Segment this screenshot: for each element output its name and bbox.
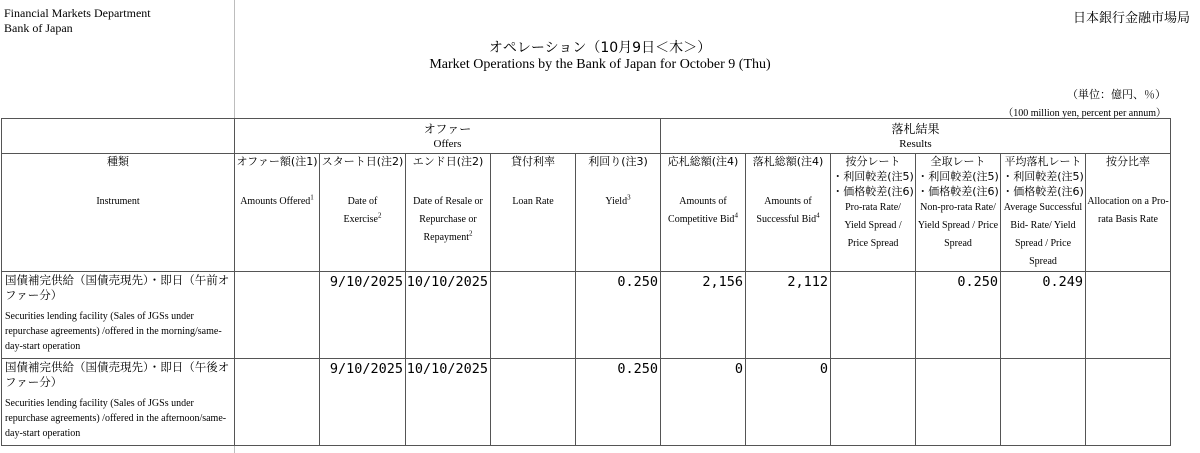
- col-label-en: Date of Resale or Repurchase or Repayment$^2$: [413, 196, 483, 243]
- successful-bid-cell: 0: [746, 359, 831, 446]
- col-header-instrument: [2, 154, 235, 272]
- amount-offered-cell: [235, 359, 320, 446]
- col-label-ja: 貸付利率: [511, 155, 555, 168]
- col-label-en: Amounts of Successful Bid$^4$: [756, 196, 820, 225]
- col-label-en: Amounts Offered$^1$: [240, 193, 314, 207]
- col-label-ja: オファー額(注1): [236, 155, 318, 168]
- end-date-cell: 10/10/2025: [406, 272, 491, 359]
- col-header-average-rate: [1001, 154, 1086, 272]
- col-label-en: Non-pro-rata Rate/ Yield Spread / Price Spread: [917, 202, 999, 249]
- col-label-en: Average Successful Bid- Rate/ Yield Spread / Price Spread: [1003, 202, 1083, 267]
- results-label-ja: 落札結果: [891, 122, 940, 136]
- end-date-cell: 10/10/2025: [406, 359, 491, 446]
- non-pro-rata-rate-cell: 0.250: [916, 272, 1001, 359]
- start-date-cell: 9/10/2025: [320, 272, 406, 359]
- issuer-name: 日本銀行金融市場局: [1072, 11, 1190, 26]
- col-label-ja: 全取レート: [930, 155, 986, 168]
- allocation-cell: [1086, 272, 1171, 359]
- col-header-non-pro-rata-rate: [916, 154, 1001, 272]
- average-rate-cell: 0.249: [1001, 272, 1086, 359]
- col-label-ja-2: ・利回較差(注5): [917, 170, 999, 183]
- department-block: [4, 6, 151, 36]
- col-label-en: Date of Exercise$^2$: [343, 196, 382, 225]
- table-row: [2, 359, 1171, 446]
- yield-cell: 0.250: [576, 359, 661, 446]
- pro-rata-rate-cell: [831, 359, 916, 446]
- col-header-pro-rata-rate: [831, 154, 916, 272]
- start-date-cell: 9/10/2025: [320, 359, 406, 446]
- yield-cell: 0.250: [576, 272, 661, 359]
- results-label-en: Results: [899, 138, 932, 150]
- instrument-name-ja: 国債補完供給（国債売現先）・即日（午後オファー分）: [5, 360, 230, 389]
- amount-offered-cell: [235, 272, 320, 359]
- col-label-ja: 按分レート: [845, 155, 901, 168]
- page-title-ja: オペレーション（10月9日＜木＞）: [488, 40, 712, 56]
- column-header-row: [2, 154, 1171, 272]
- col-label-en: Pro-rata Rate/ Yield Spread / Price Spread: [844, 202, 902, 249]
- col-label-ja-2: ・利回較差(注5): [1002, 170, 1084, 183]
- successful-bid-cell: 2,112: [746, 272, 831, 359]
- col-label-ja: スタート日(注2): [321, 155, 404, 168]
- col-label-ja: 種類: [107, 155, 129, 168]
- operations-table: [1, 118, 1171, 446]
- col-label-en: Loan Rate: [512, 196, 554, 207]
- col-header-loan-rate: [491, 154, 576, 272]
- col-label-ja: 利回り(注3): [588, 155, 648, 168]
- offers-group-header: [235, 119, 661, 154]
- average-rate-cell: [1001, 359, 1086, 446]
- competitive-bid-cell: 0: [661, 359, 746, 446]
- col-label-ja: 応札総額(注4): [667, 155, 739, 168]
- allocation-cell: [1086, 359, 1171, 446]
- offers-label-ja: オファー: [423, 122, 472, 136]
- results-group-header: [661, 119, 1171, 154]
- table-row: [2, 272, 1171, 359]
- unit-note-ja: （単位：億円、％）: [1067, 88, 1166, 101]
- col-label-ja: 落札総額(注4): [752, 155, 824, 168]
- col-label-ja-3: ・価格較差(注6): [1002, 185, 1084, 198]
- col-label-ja: エンド日(注2): [412, 155, 484, 168]
- page-title-en: Market Operations by the Bank of Japan for October 9 (Thu): [429, 57, 771, 72]
- instrument-cell: [2, 359, 235, 446]
- col-header-successful-bid: [746, 154, 831, 272]
- blank-corner: [2, 119, 235, 154]
- instrument-name-en: Securities lending facility (Sales of JGSs under repurchase agreements) /offered in the afternoon/same-day-start operation: [5, 398, 227, 439]
- competitive-bid-cell: 2,156: [661, 272, 746, 359]
- col-header-allocation: [1086, 154, 1171, 272]
- group-header-row: [2, 119, 1171, 154]
- instrument-name-en: Securities lending facility (Sales of JGSs under repurchase agreements) /offered in the morning/same-day-start operation: [5, 311, 222, 352]
- department-name: Financial Markets Department: [4, 6, 151, 20]
- col-label-ja-3: ・価格較差(注6): [917, 185, 999, 198]
- col-label-ja-2: ・利回較差(注5): [832, 170, 914, 183]
- col-label-ja-3: ・価格較差(注6): [832, 185, 914, 198]
- col-header-amounts-offered: [235, 154, 320, 272]
- unit-note-en: （100 million yen, percent per annum）: [1003, 108, 1166, 119]
- bank-name: Bank of Japan: [4, 21, 73, 35]
- col-label-en: Instrument: [96, 196, 140, 207]
- instrument-cell: [2, 272, 235, 359]
- pro-rata-rate-cell: [831, 272, 916, 359]
- col-header-yield: [576, 154, 661, 272]
- instrument-name-ja: 国債補完供給（国債売現先）・即日（午前オファー分）: [5, 273, 230, 302]
- loan-rate-cell: [491, 272, 576, 359]
- col-label-en: Yield$^3$: [605, 193, 631, 207]
- col-label-ja: 平均落札レート: [1004, 155, 1082, 168]
- non-pro-rata-rate-cell: [916, 359, 1001, 446]
- col-header-competitive-bid: [661, 154, 746, 272]
- col-label-en: Allocation on a Pro-rata Basis Rate: [1087, 196, 1169, 225]
- col-label-en: Amounts of Competitive Bid$^4$: [668, 196, 738, 225]
- col-header-date-of-exercise: [320, 154, 406, 272]
- col-header-end-date: [406, 154, 491, 272]
- col-label-ja: 按分比率: [1106, 155, 1150, 168]
- offers-label-en: Offers: [433, 138, 462, 150]
- loan-rate-cell: [491, 359, 576, 446]
